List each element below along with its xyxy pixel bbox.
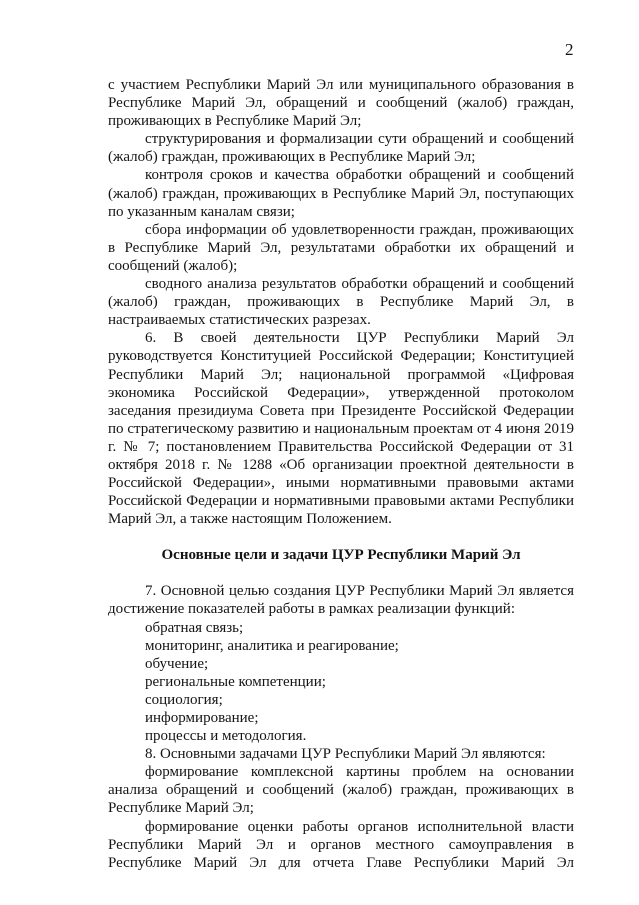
paragraph-continued: с участием Республики Марий Эл или муниципального образования в Республике Марий Эл, обращений и сообщений (жалоб) граждан, проживающих в Республике Марий Эл; <box>108 77 574 130</box>
paragraph-analysis: сводного анализа результатов обработки обращений и сообщений (жалоб) граждан, проживающих в Республике Марий Эл, в настраиваемых статистических разрезах. <box>108 276 574 329</box>
function-item: процессы и методология. <box>145 728 307 745</box>
paragraph-item-8: 8. Основными задачами ЦУР Республики Марий Эл являются: <box>145 746 546 763</box>
page-number: 2 <box>565 40 574 59</box>
paragraph-control: контроля сроков и качества обработки обращений и сообщений (жалоб) граждан, проживающих в Республике Марий Эл, поступающих по указанным каналам связи; <box>108 167 574 220</box>
function-item: информирование; <box>145 710 259 726</box>
document-body <box>108 76 574 872</box>
paragraph-satisfaction: сбора информации об удовлетворенности граждан, проживающих в Республике Марий Эл, результатами обработки их обращений и сообщений (жалоб); <box>108 221 574 274</box>
function-item: мониторинг, аналитика и реагирование; <box>145 637 399 654</box>
task-item: формирование оценки работы органов исполнительной власти Республики Марий Эл и органов местного самоуправления в Республике Марий Эл для отчета Главе Республики Марий Эл <box>108 818 574 871</box>
paragraph-item-7: 7. Основной целью создания ЦУР Республики Марий Эл является достижение показателей работы в рамках реализации функций: <box>108 583 574 618</box>
function-item: региональные компетенции; <box>145 673 326 690</box>
function-item: обратная связь; <box>145 619 244 636</box>
paragraph-structuring: структурирования и формализации сути обращений и сообщений (жалоб) граждан, проживающих в Республике Марий Эл; <box>108 131 574 166</box>
function-item: обучение; <box>145 655 209 672</box>
section-heading: Основные цели и задачи ЦУР Республики Марий Эл <box>161 547 521 564</box>
paragraph-item-6: 6. В своей деятельности ЦУР Республики Марий Эл руководствуется Конституцией Российской Федерации; Конституцией Республики Марий Эл; национальной программой «Цифровая экономика Российской Федерации», утвержденной протоколом заседания президиума Совета при Президенте Российской Федерации по стратегическому развитию и национальным проектам от 4 июня 2019 г. № 7; постановлением Правительства Российской Федерации от 31 октября 2018 г. № 1288 «Об организации проектной деятельности в Российской Федерации», иными нормативными правовыми актами Российской Федерации и нормативными правовыми актами Республики Марий Эл, а также настоящим Положением. <box>108 330 574 528</box>
function-item: социология; <box>145 691 223 708</box>
task-item: формирование комплексной картины проблем на основании анализа обращений и сообщений (жалоб) граждан, проживающих в Республике Марий Эл; <box>108 764 574 817</box>
